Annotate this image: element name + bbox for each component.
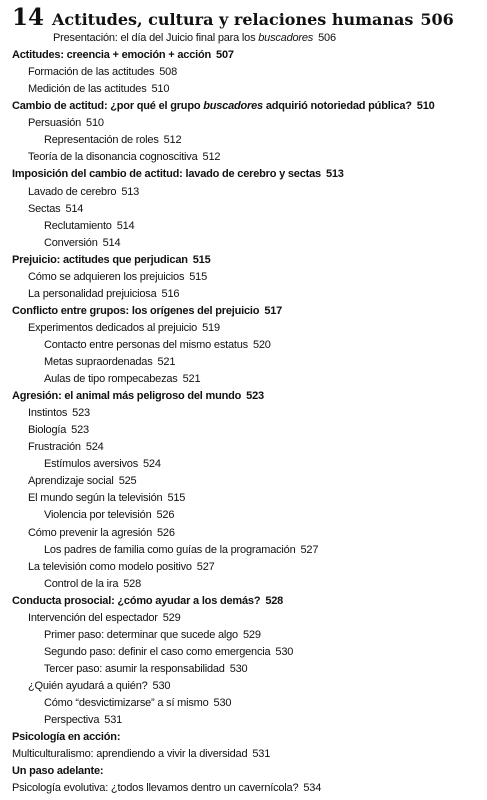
toc-entry-page: 529 (162, 611, 181, 624)
toc-entry-title: buscadores (203, 100, 263, 113)
toc-entry-page: 515 (167, 492, 186, 505)
toc-entry-page: 512 (163, 134, 182, 147)
toc-entry-page: 513 (121, 185, 140, 198)
toc-entry (28, 184, 139, 201)
toc-entry-page: 531 (252, 748, 271, 761)
toc-entry-title: Control de la ira (44, 577, 119, 590)
toc-entry-page: 530 (229, 662, 248, 675)
toc-entry (28, 81, 169, 98)
toc-entry (44, 695, 231, 712)
toc-entry (44, 627, 261, 644)
toc-entry-title: Actitudes: creencia + emoción + acción (12, 49, 212, 62)
toc-entry (28, 405, 90, 422)
toc-entry-page: 534 (303, 782, 322, 795)
toc-entry-page: 523 (71, 424, 89, 437)
toc-entry-title: El mundo según la televisión (28, 492, 163, 505)
toc-entry-title: Estímulos aversivos (44, 458, 139, 471)
toc-entry (44, 456, 161, 473)
toc-entry-title: Perspectiva (44, 714, 100, 726)
toc-entry (44, 354, 175, 371)
toc-entry (44, 644, 293, 661)
toc-entry-title: buscadores (258, 32, 314, 44)
chapter-number: 14 (12, 4, 45, 31)
toc-entry (12, 166, 344, 183)
toc-entry (44, 235, 120, 252)
toc-entry-title: Psicología en acción: (12, 731, 121, 744)
toc-entry-title: Formación de las actitudes (28, 66, 155, 79)
toc-entry (28, 559, 215, 576)
toc-entry (44, 712, 122, 729)
toc-entry (28, 422, 89, 439)
toc-entry (28, 269, 207, 286)
toc-entry-page: 515 (192, 253, 211, 266)
toc-entry-title: Conflicto entre grupos: los orígenes del prejuicio (12, 304, 260, 317)
toc-entry-page: 524 (143, 458, 161, 471)
toc-entry (12, 47, 234, 64)
toc-entry (44, 542, 318, 559)
toc-entry (44, 218, 134, 235)
toc-entry-page: 530 (152, 679, 171, 692)
toc-entry (28, 610, 181, 627)
toc-entry-page: 513 (325, 168, 344, 181)
toc-entry-page: 507 (216, 49, 234, 62)
toc-entry (12, 388, 264, 405)
toc-entry-page: 524 (85, 441, 104, 454)
toc-entry-title: Lavado de cerebro (28, 185, 117, 198)
toc-entry (44, 661, 247, 678)
toc-entry (44, 371, 200, 388)
toc-entry-title: La personalidad prejuiciosa (28, 287, 157, 300)
toc-entry-title: Multiculturalismo: aprendiendo a vivir la diversidad (12, 748, 248, 761)
toc-entry-page: 529 (242, 628, 261, 641)
toc-entry (28, 490, 185, 507)
toc-entry-title: Teoría de la disonancia cognoscitiva (28, 151, 198, 164)
toc-entry-title: Primer paso: determinar que sucede algo (44, 628, 238, 641)
toc-entry (12, 746, 270, 763)
toc-entry-title: Psicología evolutiva: ¿todos llevamos dentro un cavernícola? (12, 782, 299, 795)
chapter-page: 506 (420, 10, 454, 29)
toc-entry-page: 526 (157, 526, 175, 539)
toc-entry (12, 729, 120, 746)
toc-entry (28, 286, 179, 303)
toc-entry-title: Cómo prevenir la agresión (28, 526, 153, 539)
toc-entry (28, 320, 220, 337)
toc-entry-title: Conversión (44, 236, 98, 249)
toc-entry-page: 512 (202, 151, 221, 164)
toc-entry-title: ¿Quién ayudará a quién? (28, 679, 148, 692)
toc-entry (28, 201, 83, 218)
toc-entry (28, 115, 104, 132)
chapter-title: Actitudes, cultura y relaciones humanas (52, 10, 414, 29)
toc-entry-title: Instintos (28, 407, 68, 420)
toc-entry-title: Metas supraordenadas (44, 355, 153, 368)
toc-entry-page: 515 (189, 270, 208, 283)
toc-entry-page: 528 (265, 594, 284, 607)
toc-entry (12, 593, 283, 610)
toc-entry-title: Reclutamiento (44, 219, 112, 232)
toc-entry (12, 780, 321, 797)
toc-entry-page: 517 (264, 304, 283, 317)
toc-entry-title: Cómo “desvictimizarse” a sí mismo (44, 697, 209, 709)
toc-entry-title: Experimentos dedicados al prejuicio (28, 321, 198, 334)
toc-entry-page: 530 (213, 697, 232, 709)
toc-entry (28, 149, 220, 166)
toc-entry-title: Sectas (28, 202, 61, 215)
toc-entry-page: 521 (182, 373, 201, 385)
toc-entry (12, 252, 211, 269)
toc-entry-page: 506 (318, 32, 336, 44)
toc-entry-page: 521 (157, 355, 176, 368)
toc-entry-page: 516 (161, 287, 180, 300)
toc-entry-title: Biología (28, 424, 67, 437)
toc-entry-page: 514 (65, 202, 84, 215)
toc-entry (28, 678, 170, 695)
toc-entry-title: Intervención del espectador (28, 611, 158, 624)
toc-entry-page: 514 (102, 236, 121, 249)
toc-entry-title: Un paso adelante: (12, 765, 104, 778)
toc-entry-title: Persuasión (28, 117, 82, 130)
toc-entry (44, 507, 174, 524)
toc-entry-page: 508 (159, 66, 178, 79)
toc-entry (28, 525, 175, 542)
toc-entry-title: Segundo paso: definir el caso como emergencia (44, 645, 271, 658)
toc-entry-page: 528 (123, 577, 142, 590)
toc-entry-page: 526 (156, 509, 175, 522)
toc-entry-page: 530 (275, 645, 294, 658)
chapter-heading (12, 4, 454, 31)
toc-entry-page: 525 (118, 475, 137, 488)
toc-entry-page: 514 (116, 219, 135, 232)
toc-entry-title: La televisión como modelo positivo (28, 560, 192, 573)
toc-entry-title: Agresión: el animal más peligroso del mundo (12, 390, 242, 403)
toc-entry-page: 531 (104, 714, 123, 726)
toc-entry-title: Conducta prosocial: ¿cómo ayudar a los demás? (12, 594, 261, 607)
toc-entry-page: 527 (300, 543, 319, 556)
toc-entry-title: Aprendizaje social (28, 475, 114, 488)
toc-entry-page: 510 (151, 83, 170, 96)
toc-entry-title: Representación de roles (44, 134, 159, 147)
toc-entry-title: Contacto entre personas del mismo estatus (44, 338, 248, 351)
toc-entry (28, 439, 104, 456)
toc-entry (12, 303, 282, 320)
toc-entry-page: 520 (252, 338, 271, 351)
toc-entry-page: 523 (246, 390, 264, 403)
toc-entry-title: Medición de las actitudes (28, 83, 147, 96)
toc-entry-page: 523 (72, 407, 90, 420)
toc-entry-title: Los padres de familia como guías de la programación (44, 543, 296, 556)
toc-entry (53, 30, 336, 47)
toc-entry (44, 132, 181, 149)
toc-entry (12, 98, 435, 115)
toc-entry-title: Aulas de tipo rompecabezas (44, 373, 178, 385)
toc-entry-page: 519 (202, 321, 220, 334)
toc-entry-title: Tercer paso: asumir la responsabilidad (44, 662, 225, 675)
toc-entry-page: 527 (196, 560, 215, 573)
toc-entry-title: adquirió notoriedad pública? (262, 100, 412, 113)
toc-entry (44, 337, 271, 354)
toc-entry (44, 576, 141, 593)
toc-entry-title: Cómo se adquieren los prejuicios (28, 270, 185, 283)
toc-entry (12, 763, 103, 780)
toc-entry-title: Presentación: el día del Juicio final para los (53, 32, 259, 44)
toc-entry-title: Prejuicio: actitudes que perjudican (12, 253, 188, 266)
toc-entry-page: 510 (416, 100, 435, 113)
toc-entry (28, 473, 136, 490)
toc-entry-title: Frustración (28, 441, 81, 454)
toc-entry-title: Violencia por televisión (44, 509, 152, 522)
toc-entry-title: Imposición del cambio de actitud: lavado de cerebro y sectas (12, 168, 321, 181)
toc-entry-title: Cambio de actitud: ¿por qué el grupo (12, 100, 204, 113)
toc-entry-page: 510 (86, 117, 104, 130)
toc-entry (28, 64, 177, 81)
